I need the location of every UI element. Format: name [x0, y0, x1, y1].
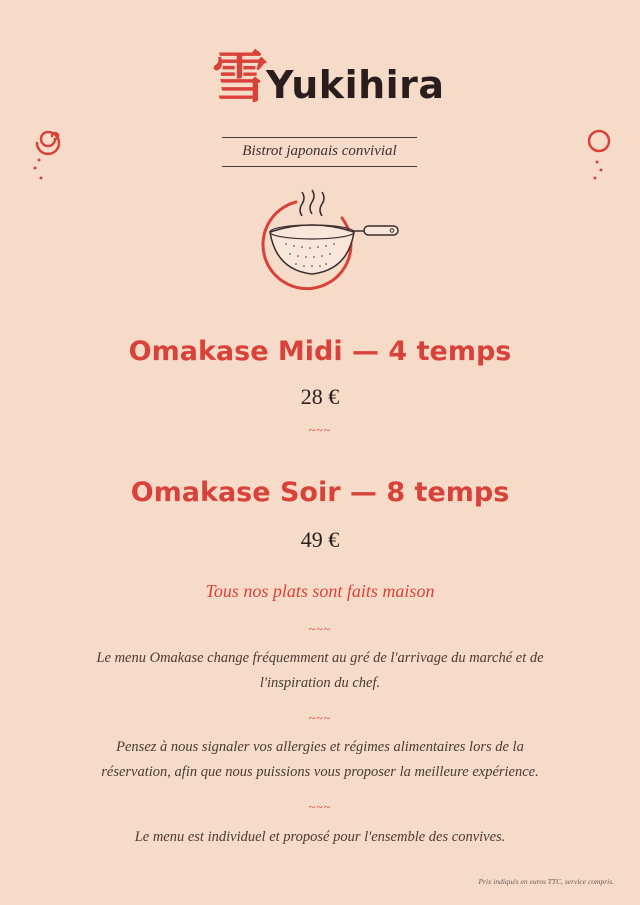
divider: ~~~: [308, 800, 332, 814]
menu-price-midi: 28 €: [300, 384, 340, 409]
menu-title-midi: Omakase Midi — 4 temps: [128, 336, 512, 367]
tagline-box: [222, 137, 417, 167]
divider: ~~~: [308, 622, 332, 636]
note-individual: Le menu est individuel et proposé pour l'ensemble des convives.: [134, 829, 506, 845]
logo-wordmark: Yukihira: [266, 63, 445, 107]
divider: ~~~: [308, 423, 332, 437]
homemade-note: Tous nos plats sont faits maison: [205, 581, 435, 601]
tagline: Bistrot japonais convivial: [242, 143, 397, 159]
note-omakase: Le menu Omakase change fréquemment au gré de l'arrivage du marché et de l'inspiration du chef.: [96, 650, 544, 691]
note-allergies: Pensez à nous signaler vos allergies et régimes alimentaires lors de la réservation, afin que nous puissions vous proposer la meilleure expérience.: [101, 739, 539, 780]
colander-logo: [256, 186, 406, 302]
fine-print: Prix indiqués en euros TTC, service compris.: [478, 877, 614, 886]
circle-icon: [582, 126, 622, 184]
menu-price-soir: 49 €: [300, 527, 340, 552]
logo-kanji: 雪: [212, 45, 268, 111]
divider: ~~~: [308, 711, 332, 725]
menu-title-soir: Omakase Soir — 8 temps: [130, 477, 510, 508]
spiral-icon: [30, 122, 74, 184]
